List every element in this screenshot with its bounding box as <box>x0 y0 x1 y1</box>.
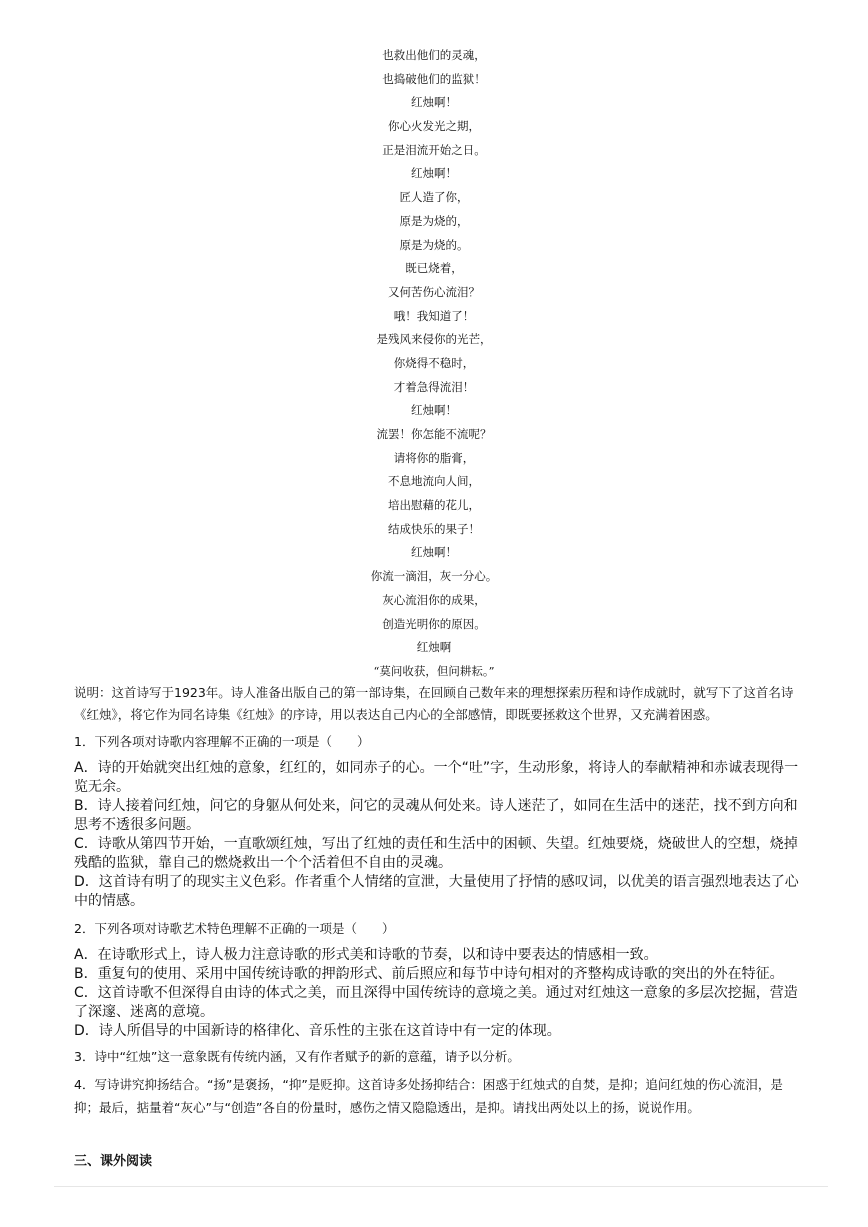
poem-line: 你心火发光之期， <box>388 119 480 134</box>
question-1-option-b: B．诗人接着问红烛，问它的身躯从何处来，问它的灵魂从何处来。诗人迷茫了，如同在生活中的迷茫，找不到方向和思考不透很多问题。 <box>74 798 798 833</box>
poem-line: 也救出他们的灵魂， <box>382 48 486 62</box>
poem-line: 结成快乐的果子！ <box>388 521 480 536</box>
question-2-option-a: A．在诗歌形式上，诗人极力注意诗歌的形式美和诗歌的节奏，以和诗中要表达的情感相一致。 <box>74 947 658 963</box>
poem-line: 红烛啊！ <box>411 545 457 560</box>
poem-line: 不息地流向人间， <box>388 474 480 489</box>
poem-line: 培出慰藉的花儿， <box>388 498 480 513</box>
poem-line: “莫问收获，但问耕耘。” <box>373 663 495 678</box>
question-1-option-c: C．诗歌从第四节开始，一直歌颂红烛，写出了红烛的责任和生活中的困顿、失望。红烛要烧，烧破世人的空想，烧掉残酷的监狱，靠自己的燃烧救出一个个活着但不自由的灵魂。 <box>74 836 798 871</box>
question-1-option-a: A．诗的开始就突出红烛的意象，红红的，如同赤子的心。一个“吐”字，生动形象，将诗人的奉献精神和赤诚表现得一览无余。 <box>74 760 799 795</box>
poem-line: 既已烧着， <box>405 261 463 276</box>
poem <box>0 44 868 684</box>
question-1-stem: 1．下列各项对诗歌内容理解不正确的一项是（ ） <box>74 734 370 749</box>
poem-line: 你烧得不稳时， <box>393 355 475 370</box>
questions <box>74 682 804 1119</box>
poem-line: 也捣破他们的监狱！ <box>382 71 486 86</box>
question-2-option-c: C．这首诗歌不但深得自由诗的体式之美，而且深得中国传统诗的意境之美。通过对红烛这一意象的多层次挖掘，营造了深邃、迷离的意境。 <box>74 985 798 1020</box>
poem-line: 又何苦伤心流泪？ <box>388 284 480 299</box>
poem-line: 原是为烧的。 <box>399 237 469 252</box>
poem-line: 红烛啊！ <box>411 166 457 181</box>
poem-note: 说明：这首诗写于1923年。诗人准备出版自己的第一部诗集，在回顾自己数年来的理想探索历程和诗作成就时，就写下了这首名诗《红烛》，将它作为同名诗集《红烛》的序诗，用以表达自己内心的全部感情，即既要拯救这个世界，又充满着困惑。 <box>74 685 794 722</box>
poem-line: 你流一滴泪，灰一分心。 <box>370 569 498 584</box>
section-heading: 三、课外阅读 <box>74 1154 153 1169</box>
poem-line: 请将你的脂膏， <box>393 450 475 465</box>
poem-line: 流罢！你怎能不流呢？ <box>376 427 492 441</box>
question-3: 3．诗中“红烛”这一意象既有传统内涵，又有作者赋予的新的意蕴，请予以分析。 <box>74 1049 520 1064</box>
poem-line: 正是泪流开始之日。 <box>382 142 486 157</box>
poem-line: 哦！我知道了！ <box>393 308 475 323</box>
poem-line: 红烛啊！ <box>411 403 457 418</box>
poem-line: 才着急得流泪！ <box>393 379 475 394</box>
question-4: 4．写诗讲究抑扬结合。“扬”是褒扬，“抑”是贬抑。这首诗多处扬抑结合：困惑于红烛式的自焚，是抑；追问红烛的伤心流泪，是抑；最后，掂量着“灰心”与“创造”各自的份量时，感伤之情又隐隐透出，是抑。请找出两处以上的扬，说说作用。 <box>74 1077 783 1115</box>
poem-line: 匠人造了你， <box>399 190 469 205</box>
poem-line: 红烛啊 <box>416 640 452 655</box>
question-2-option-d: D．诗人所倡导的中国新诗的格律化、音乐性的主张在这首诗中有一定的体现。 <box>74 1023 561 1039</box>
poem-line: 红烛啊！ <box>411 95 457 110</box>
poem-line: 原是为烧的， <box>399 213 469 228</box>
divider <box>54 1186 828 1187</box>
poem-line: 灰心流泪你的成果， <box>382 592 486 607</box>
poem-line: 创造光明你的原因。 <box>382 616 486 631</box>
poem-line: 是残风来侵你的光芒， <box>376 332 492 347</box>
question-2-option-b: B．重复句的使用、采用中国传统诗歌的押韵形式、前后照应和每节中诗句相对的齐整构成诗歌的突出的外在特征。 <box>74 966 784 982</box>
question-1-option-d: D．这首诗有明了的现实主义色彩。作者重个人情绪的宣泄，大量使用了抒情的感叹词，以优美的语言强烈地表达了心中的情感。 <box>74 874 799 909</box>
question-2-stem: 2．下列各项对诗歌艺术特色理解不正确的一项是（ ） <box>74 921 395 936</box>
